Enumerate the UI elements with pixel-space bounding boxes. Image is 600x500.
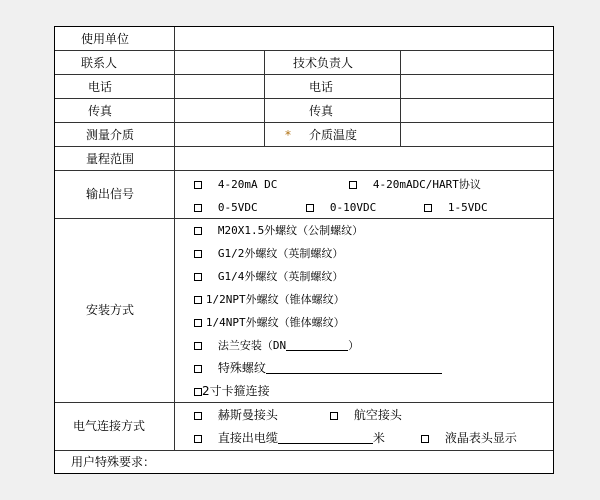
option-0-5vdc[interactable]: 0-5VDC bbox=[194, 200, 258, 215]
use-unit-label: 使用单位 bbox=[81, 32, 130, 46]
range-label: 量程范围 bbox=[86, 152, 135, 166]
option-1-2npt[interactable]: 1/2NPT外螺纹（锥体螺纹） bbox=[194, 292, 345, 307]
checkbox[interactable] bbox=[306, 204, 314, 212]
checkbox[interactable] bbox=[194, 250, 202, 258]
option-special-thread[interactable]: 特殊螺纹 bbox=[194, 361, 442, 375]
col-divider bbox=[264, 50, 265, 146]
install-label: 安装方式 bbox=[86, 303, 135, 317]
medium-label: 测量介质 bbox=[86, 128, 135, 142]
checkbox[interactable] bbox=[424, 204, 432, 212]
checkbox[interactable] bbox=[194, 388, 202, 396]
option-1-5vdc[interactable]: 1-5VDC bbox=[424, 200, 488, 215]
checkbox[interactable] bbox=[349, 181, 357, 189]
medium-temp-field[interactable] bbox=[401, 123, 553, 146]
tech-phone-field[interactable] bbox=[401, 75, 553, 98]
fax-label: 传真 bbox=[88, 104, 113, 118]
electrical-label: 电气连接方式 bbox=[73, 419, 146, 433]
checkbox[interactable] bbox=[194, 273, 202, 281]
contact-field[interactable] bbox=[175, 51, 264, 74]
option-4-20ma-hart[interactable]: 4-20mADC/HART协议 bbox=[349, 177, 481, 192]
option-1-4npt[interactable]: 1/4NPT外螺纹（锥体螺纹） bbox=[194, 315, 345, 330]
special-req-field[interactable] bbox=[165, 451, 553, 473]
checkbox[interactable] bbox=[194, 181, 202, 189]
product-selection-form bbox=[54, 26, 554, 474]
checkbox[interactable] bbox=[194, 227, 202, 235]
checkbox[interactable] bbox=[194, 342, 202, 350]
medium-field[interactable] bbox=[175, 123, 264, 146]
option-hirschmann[interactable]: 赫斯曼接头 bbox=[194, 408, 278, 422]
special-thread-field[interactable] bbox=[266, 362, 442, 374]
range-field[interactable] bbox=[175, 147, 553, 170]
output-signal-label: 输出信号 bbox=[86, 187, 135, 201]
checkbox[interactable] bbox=[330, 412, 338, 420]
option-2in-clamp[interactable]: 2寸卡箍连接 bbox=[194, 384, 270, 398]
row-divider bbox=[55, 402, 553, 403]
phone-label: 电话 bbox=[88, 80, 113, 94]
flange-dn-field[interactable] bbox=[286, 339, 348, 351]
checkbox[interactable] bbox=[194, 296, 202, 304]
checkbox[interactable] bbox=[194, 204, 202, 212]
checkbox[interactable] bbox=[194, 412, 202, 420]
row-divider bbox=[55, 170, 553, 171]
cable-length-field[interactable] bbox=[278, 432, 373, 444]
special-req-label: 用户特殊要求： bbox=[71, 455, 156, 469]
phone-field[interactable] bbox=[175, 75, 264, 98]
option-g1-4[interactable]: G1/4外螺纹（英制螺纹） bbox=[194, 269, 343, 284]
tech-lead-label: 技术负责人 bbox=[293, 56, 354, 70]
tech-fax-field[interactable] bbox=[401, 99, 553, 122]
tech-lead-field[interactable] bbox=[401, 51, 553, 74]
option-4-20ma-dc[interactable]: 4-20mA DC bbox=[194, 177, 277, 192]
checkbox[interactable] bbox=[194, 365, 202, 373]
use-unit-field[interactable] bbox=[175, 27, 553, 50]
contact-label: 联系人 bbox=[81, 56, 118, 70]
option-aviation[interactable]: 航空接头 bbox=[330, 408, 402, 422]
required-mark: * bbox=[285, 128, 291, 142]
checkbox[interactable] bbox=[194, 319, 202, 327]
option-lcd-display[interactable]: 液晶表头显示 bbox=[421, 431, 517, 445]
tech-fax-label: 传真 bbox=[309, 104, 334, 118]
tech-phone-label: 电话 bbox=[309, 80, 334, 94]
row-divider bbox=[55, 218, 553, 219]
option-direct-cable[interactable]: 直接出电缆 米 bbox=[194, 431, 385, 445]
checkbox[interactable] bbox=[194, 435, 202, 443]
option-flange[interactable]: 法兰安装（DN ） bbox=[194, 338, 359, 353]
medium-temp-label: 介质温度 bbox=[309, 128, 358, 142]
option-m20x1-5[interactable]: M20X1.5外螺纹（公制螺纹） bbox=[194, 223, 363, 238]
checkbox[interactable] bbox=[421, 435, 429, 443]
option-0-10vdc[interactable]: 0-10VDC bbox=[306, 200, 376, 215]
option-g1-2[interactable]: G1/2外螺纹（英制螺纹） bbox=[194, 246, 343, 261]
fax-field[interactable] bbox=[175, 99, 264, 122]
